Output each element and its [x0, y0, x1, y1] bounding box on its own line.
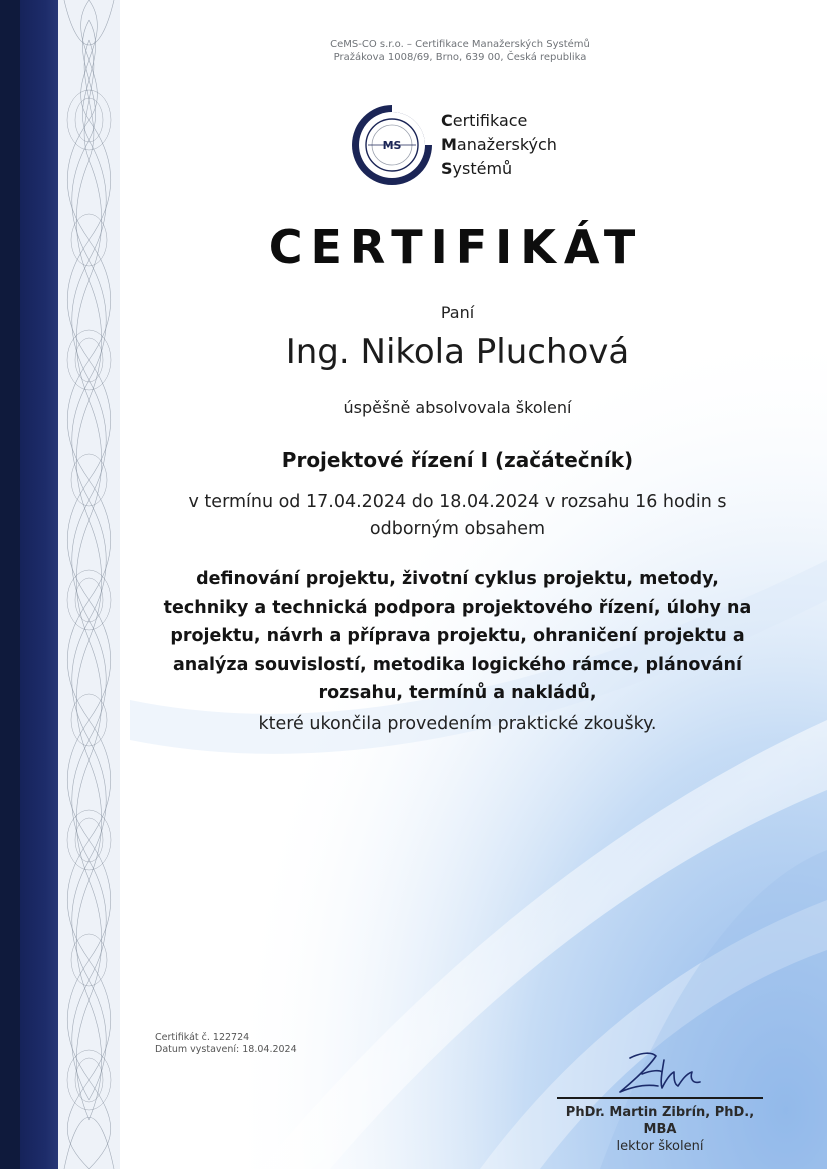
issuer-company-line: CeMS-CO s.r.o. – Certifikace Manažerských Systémů	[330, 39, 590, 50]
logo-emblem-text: MS	[382, 139, 402, 152]
logo-initial-c: C	[441, 111, 453, 130]
content-line: projektu, návrh a příprava projektu, ohraničení projektu a	[170, 626, 745, 646]
logo-rest-1: ertifikace	[452, 111, 528, 130]
logo-wordmark	[441, 109, 557, 181]
term-line: odborným obsahem	[369, 519, 546, 539]
course-title: Projektové řízení I (začátečník)	[281, 448, 634, 472]
issuer-header	[235, 38, 685, 64]
signer-title: MBA	[643, 1122, 677, 1137]
issuer-address-line: Pražákova 1008/69, Brno, 639 00, Česká republika	[333, 52, 587, 63]
guilloche-ornament	[58, 0, 120, 1169]
logo-line-1	[441, 109, 557, 133]
signer-role: lektor školení	[616, 1139, 704, 1154]
salutation: Paní	[440, 303, 475, 322]
completion-text: úspěšně absolvovala školení	[343, 398, 572, 417]
certificate-number: Certifikát č. 122724	[155, 1032, 250, 1043]
logo-initial-m: M	[441, 135, 457, 154]
content-line: definování projektu, životní cyklus projektu, metody,	[196, 569, 719, 589]
left-navy-band	[20, 0, 62, 1169]
handwritten-signature	[612, 1048, 708, 1098]
certificate-meta	[155, 1032, 297, 1056]
course-term	[130, 489, 785, 543]
content-line: techniky a technická podpora projektového řízení, úlohy na	[163, 597, 752, 618]
logo-initial-s: S	[441, 159, 453, 178]
certificate-title: CERTIFIKÁT	[268, 220, 644, 274]
finish-text: které ukončila provedením praktické zkoušky.	[258, 714, 657, 734]
logo-line-3	[441, 157, 557, 181]
logo-rest-3: ystémů	[452, 159, 513, 178]
signer-block	[550, 1104, 770, 1155]
content-line: analýza souvislostí, metodika logického rámce, plánování	[172, 654, 743, 675]
cems-logo-icon	[350, 103, 434, 187]
signer-name: PhDr. Martin Zibrín, PhD.,	[565, 1105, 755, 1120]
course-content	[130, 565, 785, 708]
issue-date: Datum vystavení: 18.04.2024	[155, 1044, 297, 1055]
content-line: rozsahu, termínů a nakládů,	[318, 683, 597, 703]
left-dark-band	[0, 0, 20, 1169]
recipient-name: Ing. Nikola Pluchová	[285, 332, 630, 372]
signature-line	[557, 1097, 763, 1099]
term-line: v termínu od 17.04.2024 do 18.04.2024 v rozsahu 16 hodin s	[188, 492, 727, 512]
logo-line-2	[441, 133, 557, 157]
logo-rest-2: anažerských	[456, 135, 557, 154]
